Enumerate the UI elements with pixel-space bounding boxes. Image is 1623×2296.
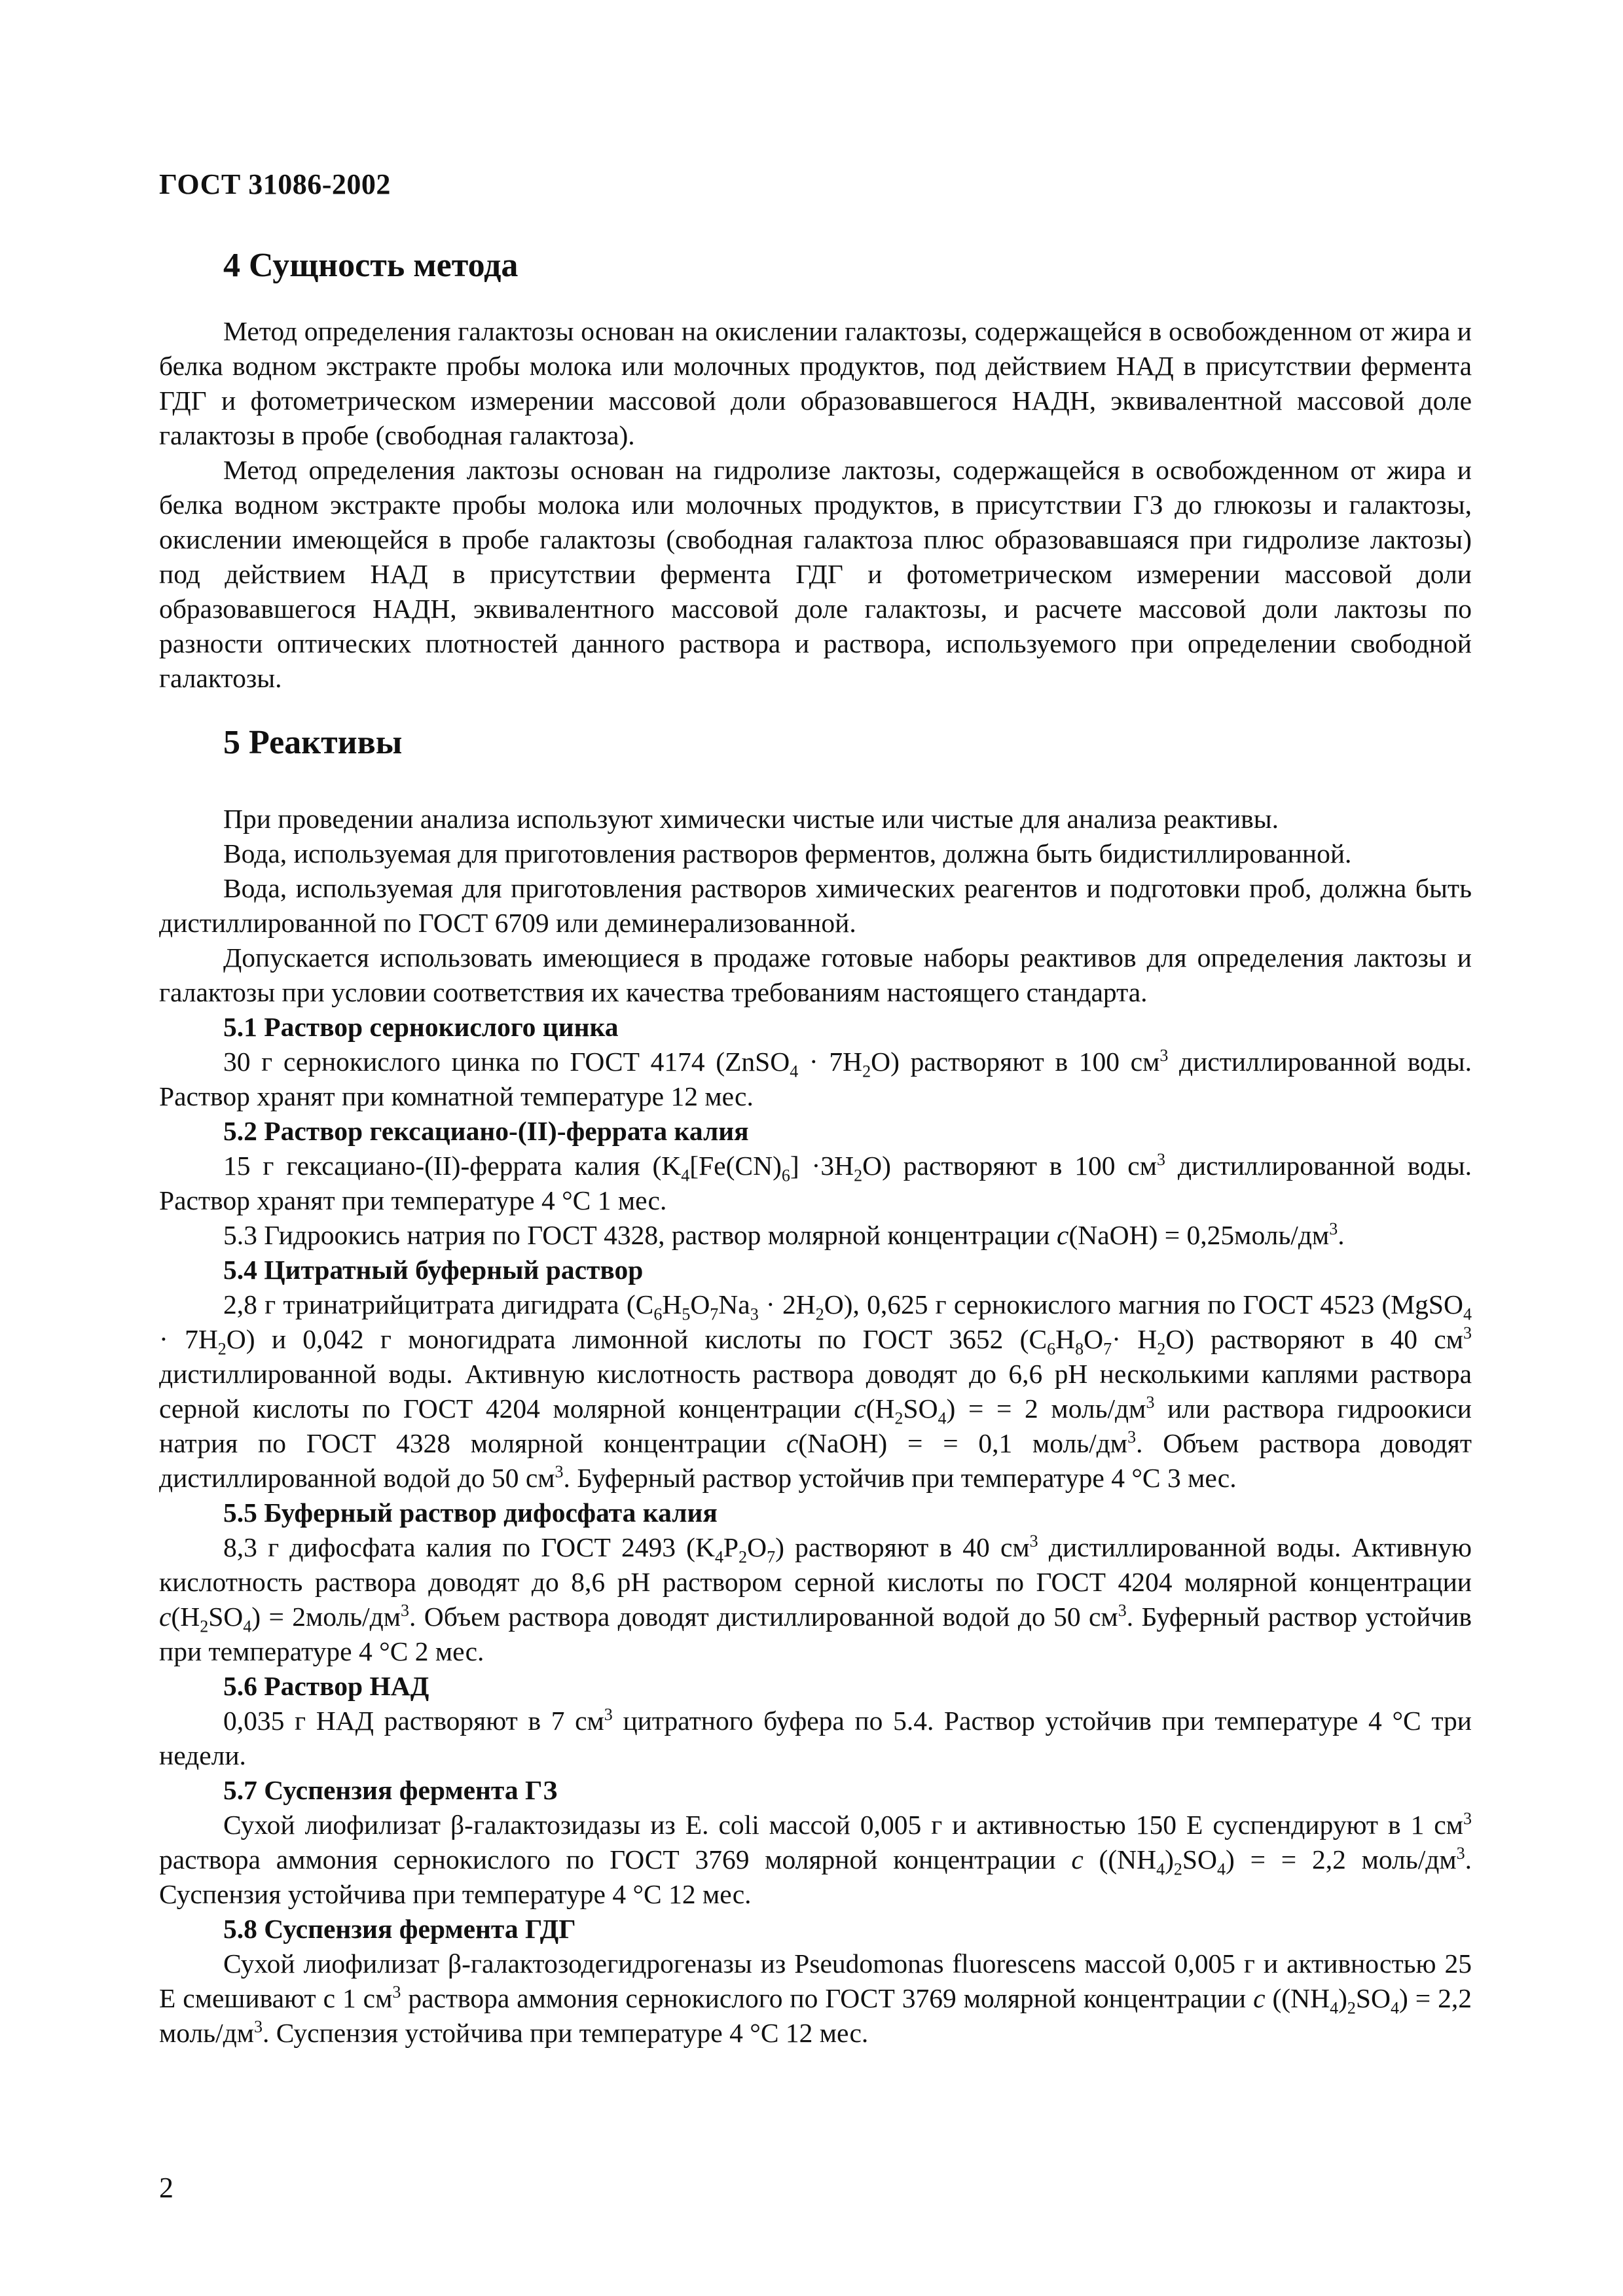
subsection-5-2-text: 15 г гексациано-(II)-феррата калия $(K_4[Fe(CN)_6] \cdot 3H_2O)$ растворяют в 100 $см^3$ дистиллированной воды. Раствор хранят при температуре 4 °С 1 мес. <box>159 1150 1472 1215</box>
document-body <box>159 223 1472 2051</box>
subsection-5-4-text: 2,8 г тринатрийцитрата дигидрата $(C_6H_5O_7Na_3 \cdot 2H_2O)$, 0,625 г сернокислого магния по ГОСТ 4523 (MgSO$_4$ · $7H_2O$) и 0,042 г моногидрата лимонной кислоты по ГОСТ 3652 $(C_6H_8O_7\cdot H_2O)$ растворяют в 40 $см^3$ дистиллированной воды. Активную кислотность раствора доводят до 6,6 pH несколькими каплями раствора серной кислоты по ГОСТ 4204 молярной концентрации $c(H_2SO_4)$ = = 2 моль/$дм^3$ или раствора гидроокиси натрия по ГОСТ 4328 молярной концентрации c(NaOH) = = 0,1 моль/$дм^3$. Объем раствора доводят дистиллированной водой до 50 $см^3$. Буферный раствор устойчив при температуре 4 °С 3 мес. <box>159 1289 1472 1493</box>
subsection-5-3-text: 5.3 Гидроокись натрия по ГОСТ 4328, раствор молярной концентрации c(NaOH) = $0,25моль/дм^3$. <box>223 1219 1345 1250</box>
document-header: ГОСТ 31086-2002 <box>159 168 391 200</box>
subsection-5-4-title: 5.4 Цитратный буферный раствор <box>223 1255 644 1285</box>
subsection-5-7-title: 5.7 Суспензия фермента ГЗ <box>223 1775 558 1805</box>
section-4-paragraph-1: Метод определения галактозы основан на окислении галактозы, содержащейся в освобожденном от жира и белка водном экстракте пробы молока или молочных продуктов, под действием НАД в присутствии фермента ГДГ и фотометрическом измерении массовой доли образовавшегося НАДН, эквивалентной массовой доле галактозы в пробе (свободная галактоза). <box>159 316 1472 450</box>
subsection-5-8-title: 5.8 Суспензия фермента ГДГ <box>223 1914 576 1944</box>
section-4-title: 4 Сущность метода <box>223 247 519 284</box>
subsection-5-7-text: Сухой лиофилизат β-галактозидазы из E. coli массой 0,005 г и активностью 150 Е суспендируют в 1 $см^3$ раствора аммония сернокислого по ГОСТ 3769 молярной концентрации c $((NH_4)_2SO_4)$ = = 2,2 моль/$дм^3$. Суспензия устойчива при температуре 4 °С 12 мес. <box>159 1809 1472 1909</box>
subsection-5-5-text: 8,3 г дифосфата калия по ГОСТ 2493 $(K_4P_2O_7)$ растворяют в 40 $см^3$ дистиллированной воды. Активную кислотность раствора доводят до 8,6 pH раствором серной кислоты по ГОСТ 4204 молярной концентрации $c(H_2SO_4)$ = $2моль/дм^3$. Объем раствора доводят дистиллированной водой до 50 $см^3$. Буферный раствор устойчив при температуре 4 °С 2 мес. <box>159 1532 1472 1666</box>
subsection-5-6-title: 5.6 Раствор НАД <box>223 1671 429 1701</box>
section-4-paragraph-2: Метод определения лактозы основан на гидролизе лактозы, содержащейся в освобожденном от жира и белка водном экстракте пробы молока или молочных продуктов, в присутствии ГЗ до глюкозы и галактозы, окислении имеющейся в пробе галактозы (свободная галактоза плюс образовавшаяся при гидролизе лактозы) под действием НАД в присутствии фермента ГДГ и фотометрическом измерении массовой доли образовавшегося НАДН, эквивалентного массовой доле галактозы, и расчете массовой доли лактозы по разности оптических плотностей данного раствора и раствора, используемого при определении свободной галактозы. <box>159 455 1472 693</box>
subsection-5-8-text: Сухой лиофилизат β-галактозодегидрогеназы из Pseudomonas fluorescens массой 0,005 г и активностью 25 Е смешивают с 1 $см^3$ раствора аммония сернокислого по ГОСТ 3769 молярной концентрации c $((NH_4)_2SO_4) = 2,2$ моль/$дм^3$. Суспензия устойчива при температуре 4 °С 12 мес. <box>159 1948 1472 2048</box>
section-5-title: 5 Реактивы <box>223 724 403 761</box>
subsection-5-5-title: 5.5 Буферный раствор дифосфата калия <box>223 1498 718 1528</box>
section-5-paragraph-1: При проведении анализа используют химически чистые или чистые для анализа реактивы. <box>223 804 1279 834</box>
subsection-5-1-text: 30 г сернокислого цинка по ГОСТ 4174 (ZnSO$_4$ · $7H_2O$) растворяют в 100 $см^3$ дистиллированной воды. Раствор хранят при комнатной температуре 12 мес. <box>159 1046 1472 1111</box>
section-5-paragraph-3: Вода, используемая для приготовления растворов химических реагентов и подготовки проб, должна быть дистиллированной по ГОСТ 6709 или деминерализованной. <box>159 873 1472 938</box>
page-number: 2 <box>159 2172 173 2204</box>
subsection-5-2-title: 5.2 Раствор гексациано-(II)-феррата калия <box>223 1116 749 1146</box>
subsection-5-6-text: 0,035 г НАД растворяют в 7 $см^3$ цитратного буфера по 5.4. Раствор устойчив при температуре 4 °С три недели. <box>159 1705 1472 1770</box>
section-5-paragraph-2: Вода, используемая для приготовления растворов ферментов, должна быть бидистиллированной. <box>223 838 1352 869</box>
section-5-paragraph-4: Допускается использовать имеющиеся в продаже готовые наборы реактивов для определения лактозы и галактозы при условии соответствия их качества требованиям настоящего стандарта. <box>159 942 1472 1007</box>
subsection-5-1-title: 5.1 Раствор сернокислого цинка <box>223 1012 619 1042</box>
